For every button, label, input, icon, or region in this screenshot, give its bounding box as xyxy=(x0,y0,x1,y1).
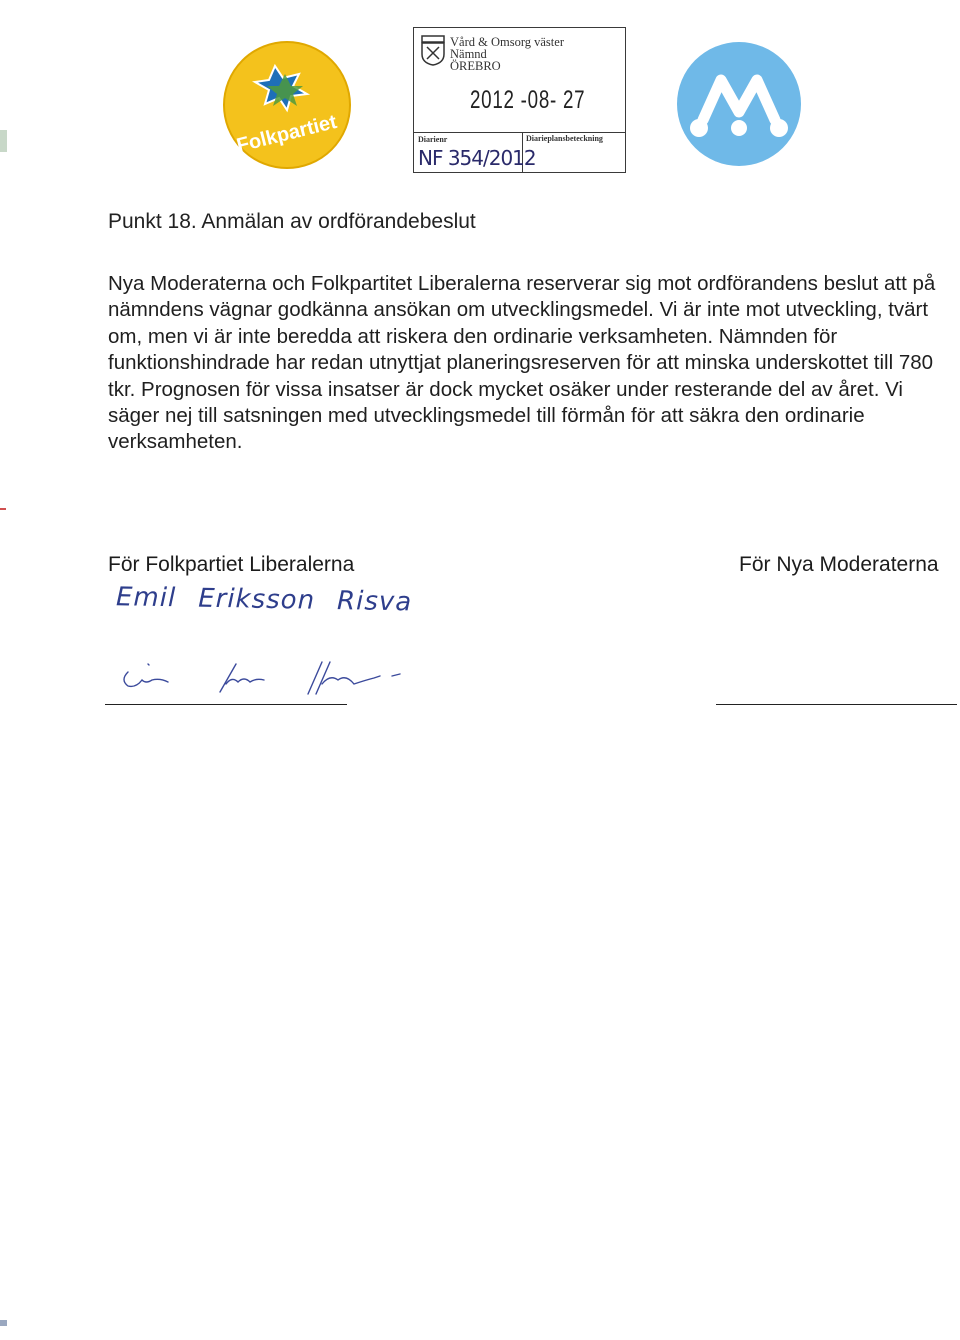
scan-edge-marks xyxy=(0,0,12,1340)
signature-label-m: För Nya Moderaterna xyxy=(739,553,939,576)
printed-name-suffix: Risva xyxy=(336,586,413,618)
handwritten-signature xyxy=(108,650,418,710)
handwritten-printed-name xyxy=(116,582,435,618)
registry-stamp xyxy=(413,27,626,173)
crest-icon xyxy=(420,34,446,66)
stamp-org-name: Vård & Omsorg väster xyxy=(450,35,564,49)
folkpartiet-logo-text: Folkpartiet xyxy=(234,110,340,158)
stamp-diary-number: NF 354/2012 xyxy=(418,146,536,170)
stamp-divider xyxy=(414,132,625,133)
moderaterna-logo xyxy=(675,40,803,168)
agenda-heading: Punkt 18. Anmälan av ordförandebeslut xyxy=(108,210,476,233)
stamp-city: ÖREBRO xyxy=(450,59,501,73)
folkpartiet-logo xyxy=(222,40,352,170)
stamp-plan-label: Diarieplansbeteckning xyxy=(526,134,603,143)
stamp-diary-label: Diarienr xyxy=(418,135,448,144)
signature-line-m xyxy=(716,704,957,705)
stamp-date: 2012 -08- 27 xyxy=(470,86,586,114)
signature-line-fp xyxy=(105,704,347,705)
printed-first-name: Emil xyxy=(115,582,177,614)
reservation-text xyxy=(108,271,953,456)
reservation-paragraph: Nya Moderaterna och Folkpartitet Liberalerna reserverar sig mot ordförandens beslut att på nämndens vägnar godkänna ansökan om utvecklingsmedel. Vi är inte mot utveckling, tvärt om, men vi är inte beredda att riskera den ordinarie verksamheten. Nämnden för funktionshindrade har redan utnyttjat planeringsreserven för att minska underskottet till 780 tkr. Prognosen för vissa insatser är dock mycket osäker under resterande del av året. Vi säger nej till satsningen med utvecklingsmedel till förmån för att säkra den ordinarie verksamheten. xyxy=(108,272,936,454)
signature-label-fp: För Folkpartiet Liberalerna xyxy=(108,553,355,576)
printed-last-name: Eriksson xyxy=(197,583,316,616)
stamp-org-type: Nämnd xyxy=(450,47,487,61)
